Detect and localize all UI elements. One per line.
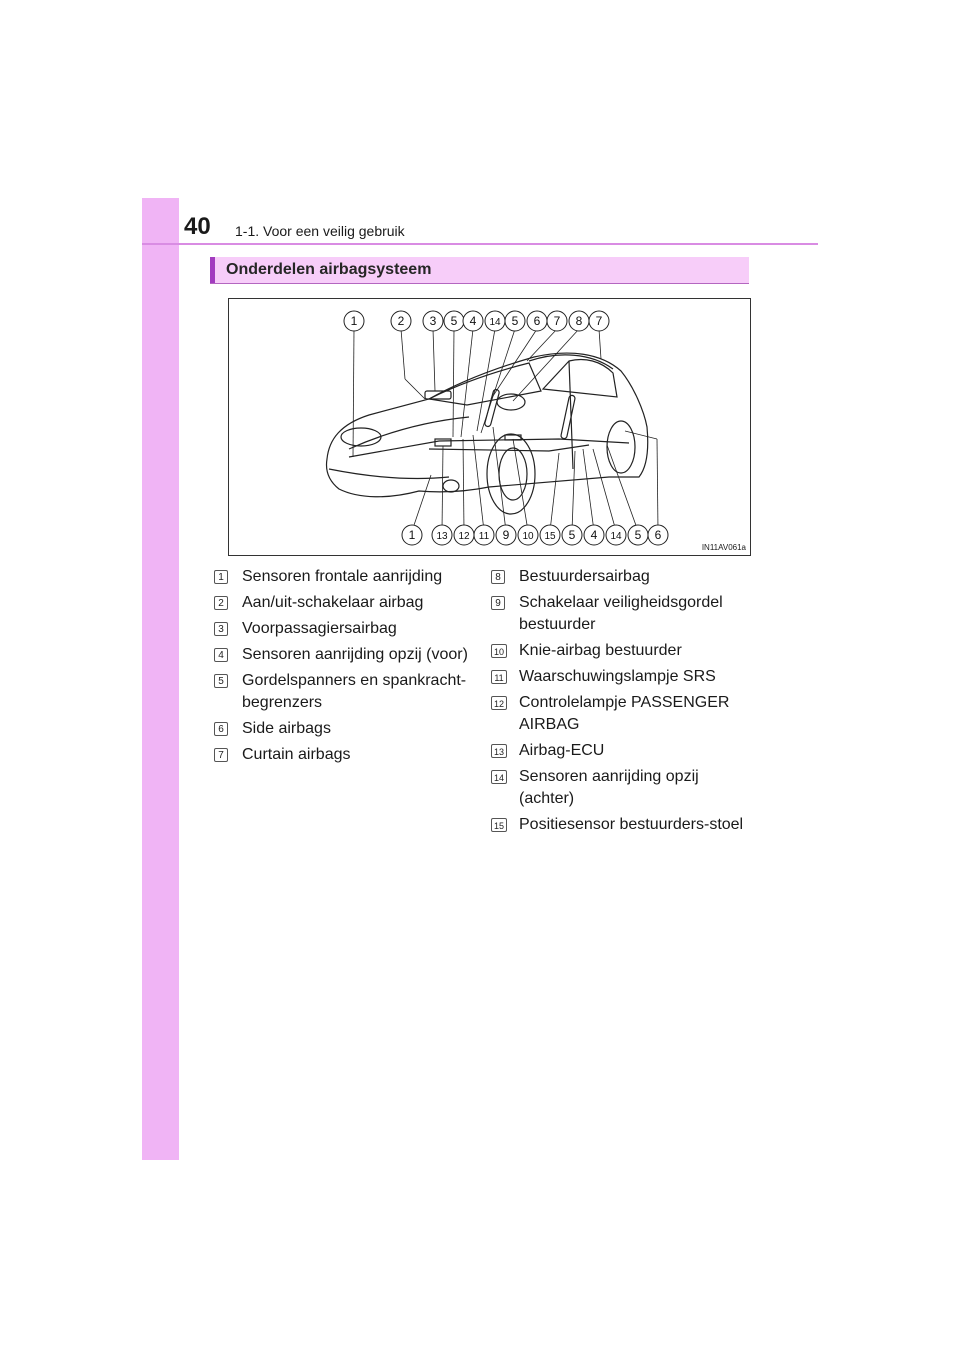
legend-text: Sensoren aanrijding opzij (voor): [242, 646, 468, 663]
legend-item: [214, 618, 479, 640]
legend-text: Side airbags: [242, 720, 331, 737]
legend-number-badge: 7: [214, 748, 228, 762]
legend-text: Gordelspanners en spankracht-begrenzers: [242, 672, 467, 711]
callout-label: 15: [544, 531, 556, 542]
front-wheel: [487, 434, 535, 514]
callout-label: 7: [553, 314, 561, 328]
figure-callout: [589, 311, 609, 331]
figure-callout: [485, 311, 505, 331]
legend-text: Aan/uit-schakelaar airbag: [242, 594, 424, 611]
side-airbag-rear-shape: [560, 395, 575, 439]
airbag-system-figure: [228, 298, 751, 556]
legend-number-badge: 2: [214, 596, 228, 610]
chapter-sidebar-tab: [142, 198, 179, 1160]
legend-item: [214, 592, 479, 614]
callout-label: 5: [634, 528, 642, 542]
legend-text: Positiesensor bestuurders-stoel: [519, 816, 744, 833]
legend-number-badge: 6: [214, 722, 228, 736]
figure-callout: [547, 311, 567, 331]
rear-wheel: [607, 421, 635, 473]
callout-label: 12: [458, 531, 470, 542]
callout-label: 1: [408, 528, 416, 542]
callout-label: 5: [568, 528, 576, 542]
callout-label: 5: [511, 314, 519, 328]
legend-text: Sensoren aanrijding opzij (achter): [519, 768, 699, 807]
legend-number-badge: 15: [491, 818, 507, 832]
wiring-floor: [349, 439, 629, 457]
bumper: [329, 469, 449, 479]
callout-label: 10: [522, 531, 534, 542]
legend-item: [214, 644, 479, 666]
figure-callout: [463, 311, 483, 331]
legend-text: Sensoren frontale aanrijding: [242, 568, 443, 585]
legend-number-badge: 1: [214, 570, 228, 584]
figure-callout: [518, 525, 538, 545]
figure-callout: [444, 311, 464, 331]
legend-number-badge: 9: [491, 596, 505, 610]
figure-callout: [432, 525, 452, 545]
wiring-floor-2: [429, 445, 589, 451]
callout-label: 14: [610, 531, 622, 542]
car-illustration: [229, 299, 752, 557]
figure-callout: [540, 525, 560, 545]
legend-item: [214, 566, 479, 588]
callout-label: 4: [469, 314, 477, 328]
legend-number-badge: 3: [214, 622, 228, 636]
legend-text: Curtain airbags: [242, 746, 351, 763]
roof-line: [529, 355, 613, 369]
figure-callout: [423, 311, 443, 331]
legend-text: Controlelampje PASSENGER AIRBAG: [519, 694, 730, 733]
figure-callout: [628, 525, 648, 545]
legend-item: [491, 592, 756, 636]
callout-label: 6: [533, 314, 541, 328]
legend-text: Schakelaar veiligheidsgordel bestuurder: [519, 594, 723, 633]
callout-label: 4: [590, 528, 598, 542]
legend-number-badge: 10: [491, 644, 507, 658]
legend-text: Airbag-ECU: [519, 742, 605, 759]
callout-label: 9: [502, 528, 510, 542]
legend-text: Bestuurdersairbag: [519, 568, 650, 585]
figure-callout: [562, 525, 582, 545]
legend-item: [491, 740, 756, 762]
legend-text: Voorpassagiersairbag: [242, 620, 397, 637]
callout-label: 8: [575, 314, 583, 328]
side-airbag-shape: [484, 389, 500, 427]
legend-number-badge: 4: [214, 648, 228, 662]
figure-callout: [606, 525, 626, 545]
callout-label: 6: [654, 528, 662, 542]
legend-number-badge: 11: [491, 670, 507, 684]
figure-callout: [391, 311, 411, 331]
figure-id: IN11AV061a: [701, 543, 746, 552]
airbag-ecu-shape: [435, 439, 451, 446]
legend-right-column: [491, 566, 756, 840]
callout-label: 1: [350, 314, 358, 328]
section-heading-accent: [210, 257, 215, 283]
legend-item: [491, 692, 756, 736]
figure-callout: [496, 525, 516, 545]
legend-number-badge: 12: [491, 696, 507, 710]
running-head: 1-1. Voor een veilig gebruik: [235, 223, 405, 239]
figure-callout: [569, 311, 589, 331]
legend-number-badge: 14: [491, 770, 507, 784]
callout-label: 2: [397, 314, 405, 328]
legend-item: [491, 640, 756, 662]
legend-item: [214, 670, 479, 714]
header-rule: [142, 243, 818, 245]
legend-item: [491, 566, 756, 588]
front-wheel-rim: [499, 448, 527, 500]
callout-label: 14: [489, 317, 501, 328]
legend-item: [214, 718, 479, 740]
section-title: Onderdelen airbagsysteem: [226, 261, 432, 278]
figure-callout: [584, 525, 604, 545]
figure-callout: [402, 525, 422, 545]
figure-callout: [474, 525, 494, 545]
legend-text: Knie-airbag bestuurder: [519, 642, 682, 659]
figure-callout: [505, 311, 525, 331]
callout-label: 11: [478, 531, 490, 542]
legend-number-badge: 5: [214, 674, 228, 688]
legend-item: [491, 766, 756, 810]
legend-item: [214, 744, 479, 766]
legend-number-badge: 8: [491, 570, 505, 584]
callout-label: 7: [595, 314, 603, 328]
legend-number-badge: 13: [491, 744, 507, 758]
figure-callout: [648, 525, 668, 545]
legend-item: [491, 814, 756, 836]
figure-callout: [527, 311, 547, 331]
figure-callout: [344, 311, 364, 331]
callout-label: 13: [436, 531, 448, 542]
fog-light: [443, 480, 459, 492]
legend-item: [491, 666, 756, 688]
figure-callout: [454, 525, 474, 545]
callout-label: 3: [429, 314, 437, 328]
legend-text: Waarschuwingslampje SRS: [519, 668, 716, 685]
legend-left-column: [214, 566, 479, 770]
callout-label: 5: [450, 314, 458, 328]
section-heading-bar: [210, 257, 749, 284]
page-number: 40: [184, 213, 211, 240]
